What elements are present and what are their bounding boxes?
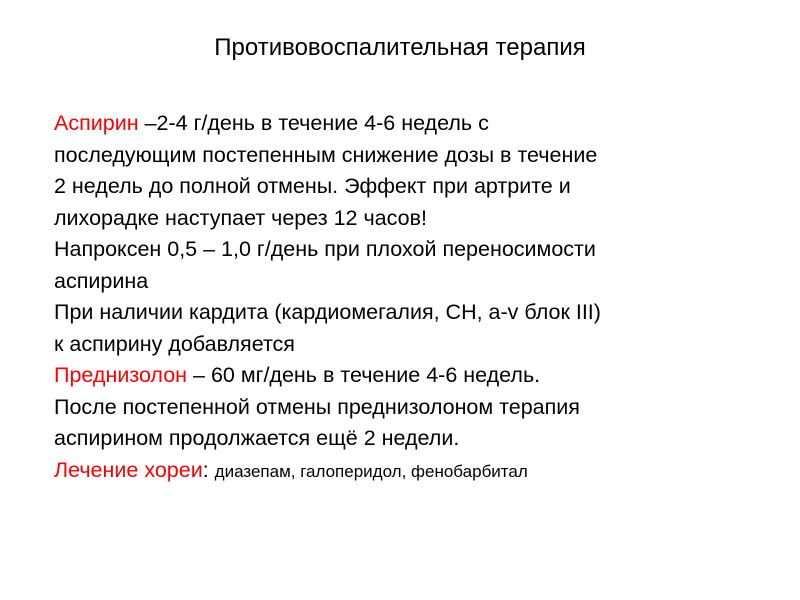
text-line-carditis: При наличии кардита (кардиомегалия, СН, а-v блок III) [54,300,601,324]
text-line: последующим постепенным снижение дозы в течение [54,142,598,167]
text-line-aspirin [54,108,774,140]
text-line: аспирином продолжается ещё 2 недели. [54,426,460,450]
drug-name-aspirin: Аспирин [54,111,145,135]
text-line-chorea [54,455,774,488]
chorea-treatment-heading: Лечение хореи [54,457,203,482]
text-line: аспирина [54,268,149,293]
text-line: к аспирину добавляется [54,331,295,356]
aspirin-dosage: –2-4 г/день в течение 4-6 недель с [144,111,489,135]
slide-title: Противовоспалительная терапия [214,34,586,61]
slide-body [54,108,774,487]
text-line: 2 недель до полной отмены. Эффект при артрите и [54,174,571,198]
chorea-colon: : [202,457,215,482]
text-line: После постепенной отмены преднизолоном терапия [54,394,580,419]
text-line-prednisolone [54,360,774,392]
text-line-naproxen: Напроксен 0,5 – 1,0 г/день при плохой переносимости [54,237,596,261]
drug-name-prednisolone: Преднизолон [54,363,194,387]
prednisolone-dosage: – 60 мг/день в течение 4-6 недель. [193,363,541,387]
text-line: лихорадке наступает через 12 часов! [54,205,427,230]
chorea-drugs: диазепам, галоперидол, фенобарбитал [214,461,528,481]
